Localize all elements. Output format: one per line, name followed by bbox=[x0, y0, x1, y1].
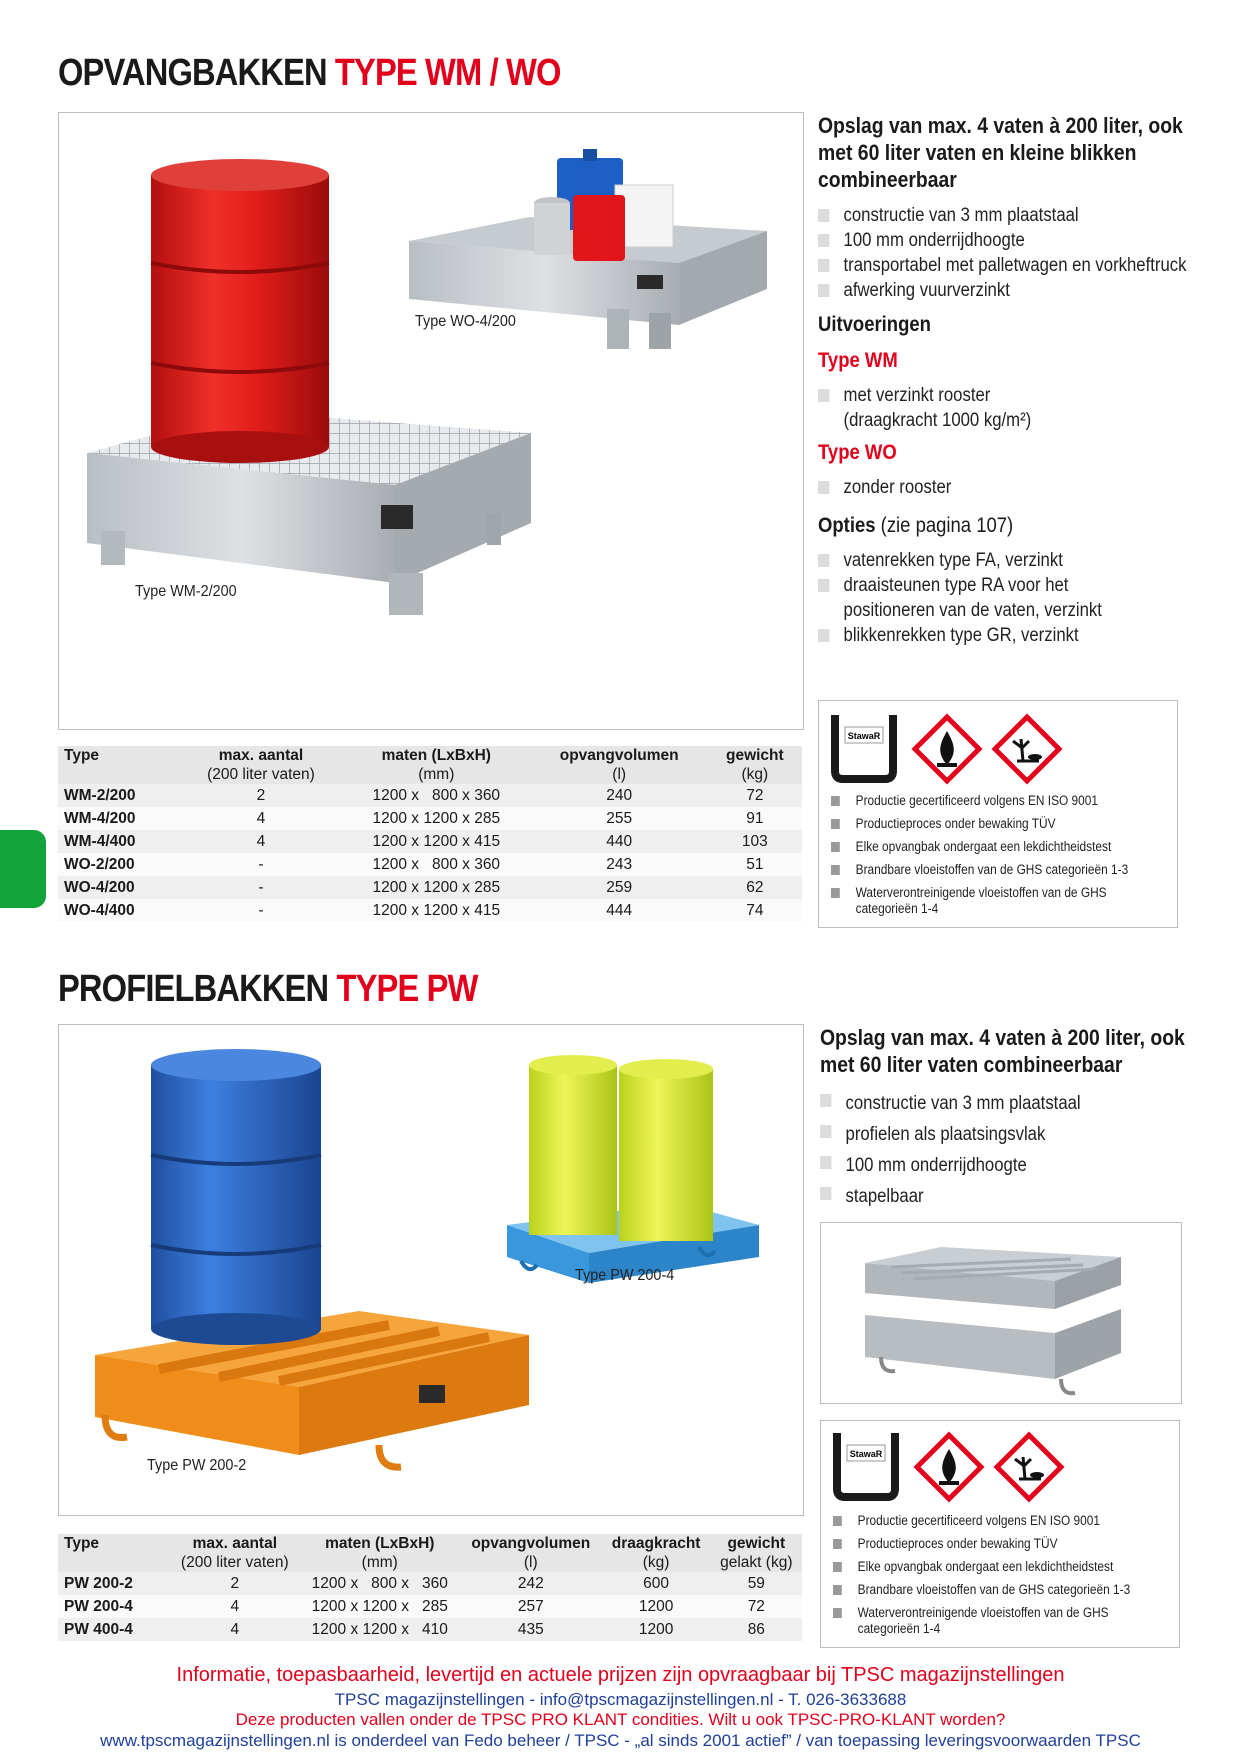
stacked-trays-photo bbox=[820, 1222, 1182, 1404]
cert-item: Productieproces onder bewaking TÜV bbox=[833, 1536, 1141, 1552]
intro-text: Opslag van max. 4 vaten à 200 liter, ook met 60 liter vaten en kleine blikken combineerbaar bbox=[818, 113, 1183, 192]
feature-item: transportabel met palletwagen en vorkheftruck bbox=[818, 253, 1188, 278]
type-wo-label: Type WO bbox=[818, 441, 897, 464]
cert-item: Productie gecertificeerd volgens EN ISO 9001 bbox=[833, 1513, 1141, 1529]
stawar-icon bbox=[837, 1433, 895, 1497]
cert-item: Brandbare vloeistoffen van de GHS categorieën 1-3 bbox=[833, 1582, 1141, 1598]
header-gewicht: gewicht (kg) bbox=[708, 746, 802, 784]
table-row: PW 200-4 4 1200 x 1200 x 285 257 1200 72 bbox=[58, 1595, 802, 1618]
section2-description bbox=[820, 1024, 1200, 1212]
wm-tray-image bbox=[87, 159, 531, 615]
table-row: WM-2/200 2 1200 x 800 x 360 240 72 bbox=[58, 784, 802, 807]
flammable-ghs-icon bbox=[917, 1435, 981, 1499]
environment-ghs-icon bbox=[997, 1435, 1061, 1499]
feature-list bbox=[820, 1088, 1154, 1212]
product-photo-wm-wo bbox=[58, 112, 804, 730]
header-type: Type bbox=[58, 1534, 170, 1572]
intro-text: Opslag van max. 4 vaten à 200 liter, ook met 60 liter vaten combineerbaar bbox=[820, 1025, 1185, 1077]
stacked-trays-image bbox=[821, 1223, 1181, 1403]
section-title-opvangbakken: OPVANGBAKKEN TYPE WM / WO bbox=[58, 52, 561, 94]
footer-website-line[interactable]: www.tpscmagazijnstellingen.nl is onderdeel van Fedo beheer / TPSC - „al sinds 2001 actief” / van toepassing leveringsvoorwaarden TPSC bbox=[100, 1731, 1141, 1750]
spec-table-pw bbox=[58, 1534, 802, 1641]
type-wo-list bbox=[818, 475, 1152, 500]
opties-item: vatenrekken type FA, verzinkt bbox=[818, 548, 1117, 573]
profielbak-illustration bbox=[59, 1025, 803, 1515]
certification-icons bbox=[833, 1431, 1093, 1503]
footer-info-line: Informatie, toepasbaarheid, levertijd en actuele prijzen zijn opvraagbaar bij TPSC magazijnstellingen bbox=[176, 1664, 1065, 1686]
cert-item: Brandbare vloeistoffen van de GHS categorieën 1-3 bbox=[831, 862, 1139, 878]
section-title-profielbakken: PROFIELBAKKEN TYPE PW bbox=[58, 968, 478, 1010]
caption-pw-200-2: Type PW 200-2 bbox=[147, 1457, 247, 1474]
table-row: PW 400-4 4 1200 x 1200 x 410 435 1200 86 bbox=[58, 1618, 802, 1641]
certification-box-1 bbox=[818, 700, 1178, 928]
stawar-icon bbox=[835, 715, 893, 779]
cert-item: Elke opvangbak ondergaat een lekdichtheidstest bbox=[831, 839, 1139, 855]
certification-icons bbox=[831, 713, 1091, 785]
opties-list bbox=[818, 548, 1117, 648]
caption-wm-2-200: Type WM-2/200 bbox=[135, 583, 237, 600]
feature-list bbox=[818, 203, 1188, 303]
header-max-aantal: max. aantal (200 liter vaten) bbox=[170, 1534, 300, 1572]
cert-item: Waterverontreinigende vloeistoffen van de GHS categorieën 1-4 bbox=[833, 1605, 1122, 1637]
section1-description bbox=[818, 112, 1198, 648]
header-maten: maten (LxBxH) (mm) bbox=[342, 746, 531, 784]
table-row: WO-2/200 - 1200 x 800 x 360 243 51 bbox=[58, 853, 802, 876]
header-opvangvolumen: opvangvolumen (l) bbox=[531, 746, 708, 784]
header-gewicht: gewicht gelakt (kg) bbox=[711, 1534, 802, 1572]
type-wm-label: Type WM bbox=[818, 349, 898, 372]
flammable-ghs-icon bbox=[915, 717, 979, 781]
opties-heading: Opties (zie pagina 107) bbox=[818, 514, 1014, 537]
header-opvangvolumen: opvangvolumen (l) bbox=[460, 1534, 602, 1572]
cert-item: Waterverontreinigende vloeistoffen van de GHS categorieën 1-4 bbox=[831, 885, 1120, 917]
page-side-tab bbox=[0, 830, 46, 908]
pw-200-2-image bbox=[95, 1049, 529, 1467]
certification-box-2 bbox=[820, 1420, 1180, 1648]
table-row: WM-4/200 4 1200 x 1200 x 285 255 91 bbox=[58, 807, 802, 830]
table-row: WO-4/400 - 1200 x 1200 x 415 444 74 bbox=[58, 899, 802, 922]
feature-item: constructie van 3 mm plaatstaal bbox=[818, 203, 1188, 228]
opties-item: draaisteunen type RA voor het positioneren van de vaten, verzinkt bbox=[818, 573, 1117, 623]
opties-item: blikkenrekken type GR, verzinkt bbox=[818, 623, 1117, 648]
feature-item: stapelbaar bbox=[820, 1181, 1154, 1212]
footer-pro-klant-line: Deze producten vallen onder de TPSC PRO KLANT condities. Wilt u ook TPSC-PRO-KLANT worden? bbox=[235, 1710, 1006, 1729]
header-max-aantal: max. aantal (200 liter vaten) bbox=[180, 746, 342, 784]
pw-200-4-image bbox=[507, 1055, 759, 1283]
certification-list-1 bbox=[831, 793, 1139, 924]
cert-item: Productie gecertificeerd volgens EN ISO 9001 bbox=[831, 793, 1139, 809]
spec-table-wm-wo bbox=[58, 746, 802, 922]
table-row: WM-4/400 4 1200 x 1200 x 415 440 103 bbox=[58, 830, 802, 853]
type-wm-item: met verzinkt rooster (draagkracht 1000 kg/m²) bbox=[818, 383, 1082, 433]
table-row: PW 200-2 2 1200 x 800 x 360 242 600 59 bbox=[58, 1572, 802, 1595]
feature-item: 100 mm onderrijdhoogte bbox=[818, 228, 1188, 253]
caption-pw-200-4: Type PW 200-4 bbox=[575, 1267, 675, 1284]
environment-ghs-icon bbox=[995, 717, 1059, 781]
feature-item: profielen als plaatsingsvlak bbox=[820, 1119, 1154, 1150]
footer-contact-line[interactable]: TPSC magazijnstellingen - info@tpscmagazijnstellingen.nl - T. 026-3633688 bbox=[334, 1690, 907, 1709]
header-maten: maten (LxBxH) (mm) bbox=[300, 1534, 460, 1572]
type-wo-item: zonder rooster bbox=[818, 475, 1152, 500]
cert-item: Productieproces onder bewaking TÜV bbox=[831, 816, 1139, 832]
feature-item: constructie van 3 mm plaatstaal bbox=[820, 1088, 1154, 1119]
table-row: WO-4/200 - 1200 x 1200 x 285 259 62 bbox=[58, 876, 802, 899]
certification-list-2 bbox=[833, 1513, 1141, 1644]
svg-text:StawaR: StawaR bbox=[849, 1449, 883, 1459]
caption-wo-4-200: Type WO-4/200 bbox=[415, 313, 516, 330]
feature-item: afwerking vuurverzinkt bbox=[818, 278, 1188, 303]
cert-item: Elke opvangbak ondergaat een lekdichtheidstest bbox=[833, 1559, 1141, 1575]
header-draagkracht: draagkracht (kg) bbox=[602, 1534, 711, 1572]
header-type: Type bbox=[58, 746, 180, 784]
feature-item: 100 mm onderrijdhoogte bbox=[820, 1150, 1154, 1181]
svg-text:StawaR: StawaR bbox=[847, 731, 881, 741]
uitvoeringen-label: Uitvoeringen bbox=[818, 313, 931, 336]
table-header-row bbox=[58, 746, 802, 784]
table-header-row bbox=[58, 1534, 802, 1572]
product-photo-pw bbox=[58, 1024, 804, 1516]
type-wm-list bbox=[818, 383, 1082, 433]
opvangbak-illustration bbox=[59, 113, 803, 729]
